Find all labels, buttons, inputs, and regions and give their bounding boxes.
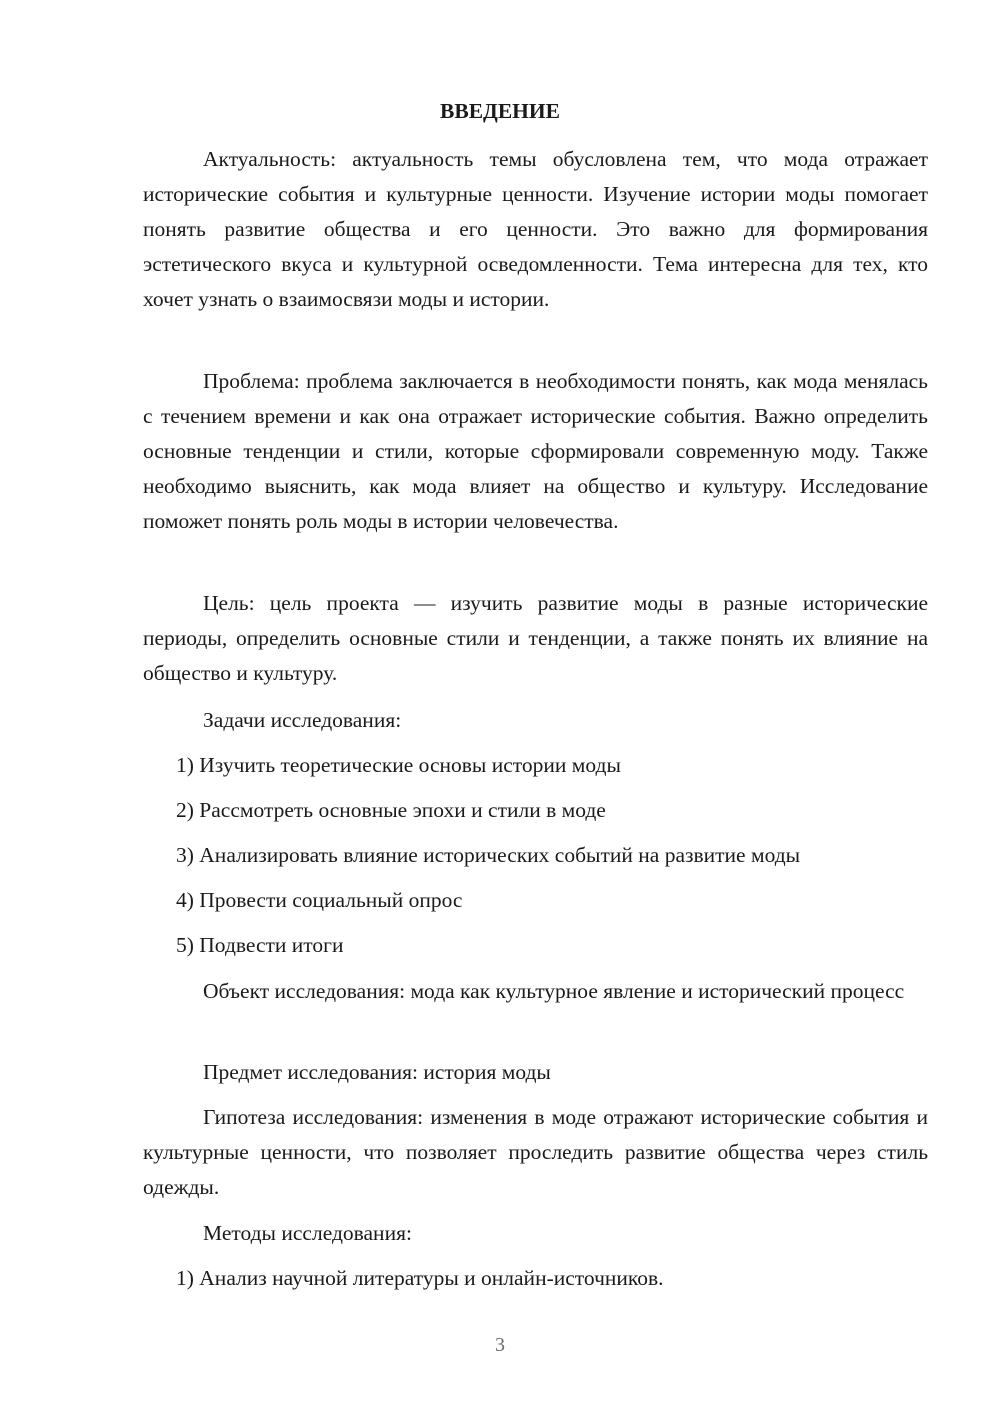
section-title: ВВЕДЕНИЕ	[440, 99, 560, 123]
task-item: 3) Анализировать влияние исторических событий на развитие моды	[176, 843, 801, 867]
methods-heading: Методы исследования:	[203, 1221, 412, 1245]
goal-paragraph: Цель: цель проекта — изучить развитие моды в разные исторические периоды, определить основные стили и тенденции, а также понять их влияние на общество и культуру.	[143, 591, 928, 685]
tasks-heading: Задачи исследования:	[203, 708, 402, 732]
task-item: 1) Изучить теоретические основы истории моды	[176, 753, 621, 777]
object-paragraph: Объект исследования: мода как культурное явление и исторический процесс	[203, 979, 905, 1003]
task-item: 5) Подвести итоги	[176, 933, 344, 957]
problem-paragraph: Проблема: проблема заключается в необходимости понять, как мода менялась с течением времени и как она отражает исторические события. Важно определить основные тенденции и стили, которые сформировали современную моду. Также необходимо выяснить, как мода влияет на общество и культуру. Исследование поможет понять роль моды в истории человечества.	[143, 369, 928, 533]
task-item: 2) Рассмотреть основные эпохи и стили в моде	[176, 798, 606, 822]
page-number: 3	[495, 1334, 505, 1356]
actuality-paragraph: Актуальность: актуальность темы обусловлена тем, что мода отражает исторические события и культурные ценности. Изучение истории моды помогает понять развитие общества и его ценности. Это важно для формирования эстетического вкуса и культурной осведомленности. Тема интересна для тех, кто хочет узнать о взаимосвязи моды и истории.	[143, 147, 928, 311]
subject-paragraph: Предмет исследования: история моды	[203, 1060, 551, 1084]
hypothesis-paragraph: Гипотеза исследования: изменения в моде отражают исторические события и культурные ценности, что позволяет проследить развитие общества через стиль одежды.	[143, 1105, 928, 1199]
method-item: 1) Анализ научной литературы и онлайн-источников.	[176, 1266, 664, 1290]
task-item: 4) Провести социальный опрос	[176, 888, 463, 912]
